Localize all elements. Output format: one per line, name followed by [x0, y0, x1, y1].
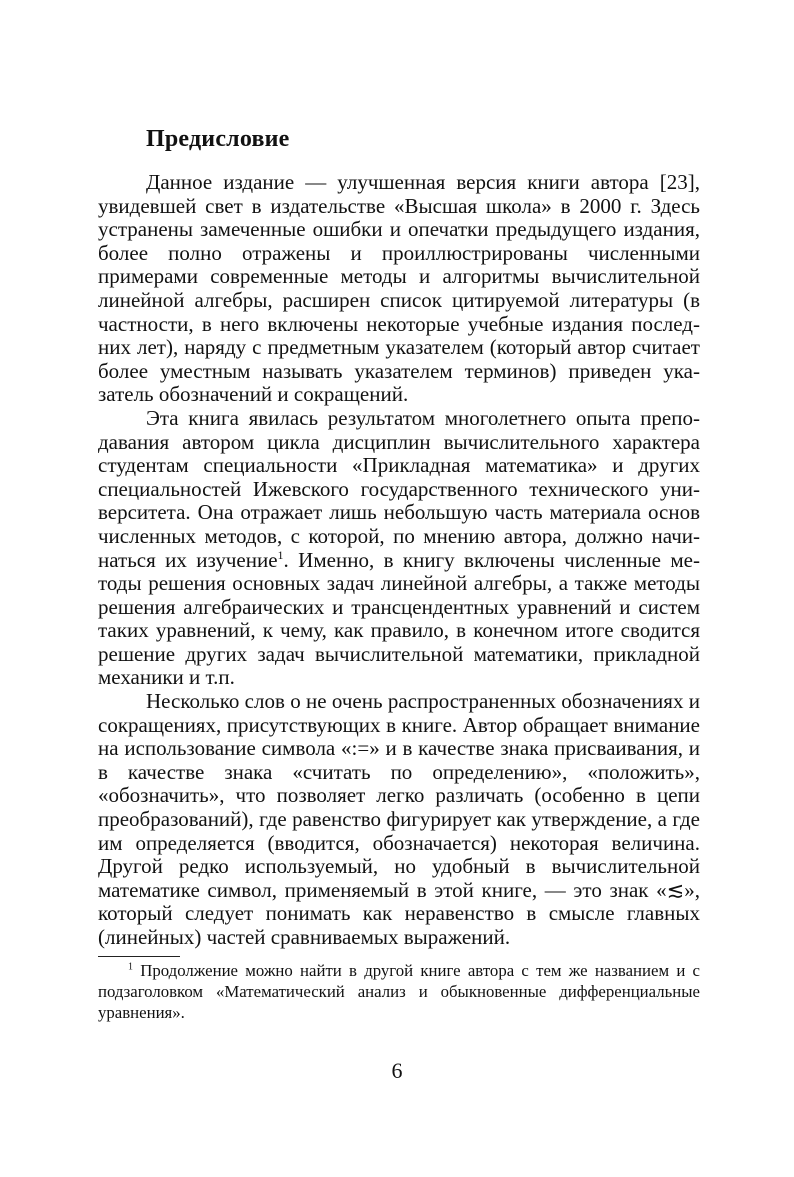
paragraph-2-end: . Именно, в книгу включены численные методы решения основных задач линейной алгебры, а также методы решения алгебраических и трансцендентных уравнений и систем таких уравнений, к чему, как правило, в конечном итоге сводится решение других задач вычислительной математики, прикладной механики и т.п. [98, 547, 700, 690]
paragraph-2-start: Эта книга явилась результатом многолетнего опыта преподавания автором цикла дисциплин вычислительного характера студентам специальности «Прикладная математика» и других специальностей Ижевского государственного технического университета. Она отражает лишь небольшую часть материала основ численных методов, с которой, по мнению автора, должно начинаться их изучение [98, 405, 700, 572]
main-text [98, 171, 700, 950]
footnote-text: Продолжение можно найти в другой книге автора с тем же названием и с подзаголовком «Математический анализ и обыкновенные дифференциальные уравнения». [98, 961, 700, 1022]
page-number: 6 [391, 1058, 403, 1083]
paragraph-3: Несколько слов о не очень распространенных обозначениях и сокращениях, присутствующих в книге. Автор обращает внимание на использование символа «:=» и в качестве знака присваивания, и в качестве знака «считать по определению», «положить», «обозначить», что позволяет легко различать (особенно в цепи преобразований), где равенство фигурирует как утверждение, а где им определяется (вводится, обозначается) некоторая величина. Другой редко используемый, но удобный в вычислительной математике символ, применяемый в этой книге, — это знак «≲», который следует понимать как неравенство в смысле главных (линейных) частей сравниваемых выражений. [98, 689, 700, 949]
footnote [98, 960, 700, 1023]
paragraph-1: Данное издание — улучшенная версия книги автора [23], увидевшей свет в издательстве «Высшая школа» в 2000 г. Здесь устранены замеченные ошибки и опечатки предыдущего издания, более полно отражены и проиллюстрированы численными примерами современные методы и алгоритмы вычислительной линейной алгебры, расширен список цитируемой литературы (в частности, в него включены некоторые учебные издания последних лет), наряду с предметным указателем (который автор считает более уместным называть указателем терминов) приведен указатель обозначений и сокращений. [98, 170, 700, 407]
footnote-reference: 1 [277, 547, 284, 562]
page-heading: Предисловие [146, 126, 290, 152]
footnote-number: 1 [128, 961, 133, 973]
paragraph-2 [98, 407, 700, 690]
footnote-divider [98, 956, 180, 957]
